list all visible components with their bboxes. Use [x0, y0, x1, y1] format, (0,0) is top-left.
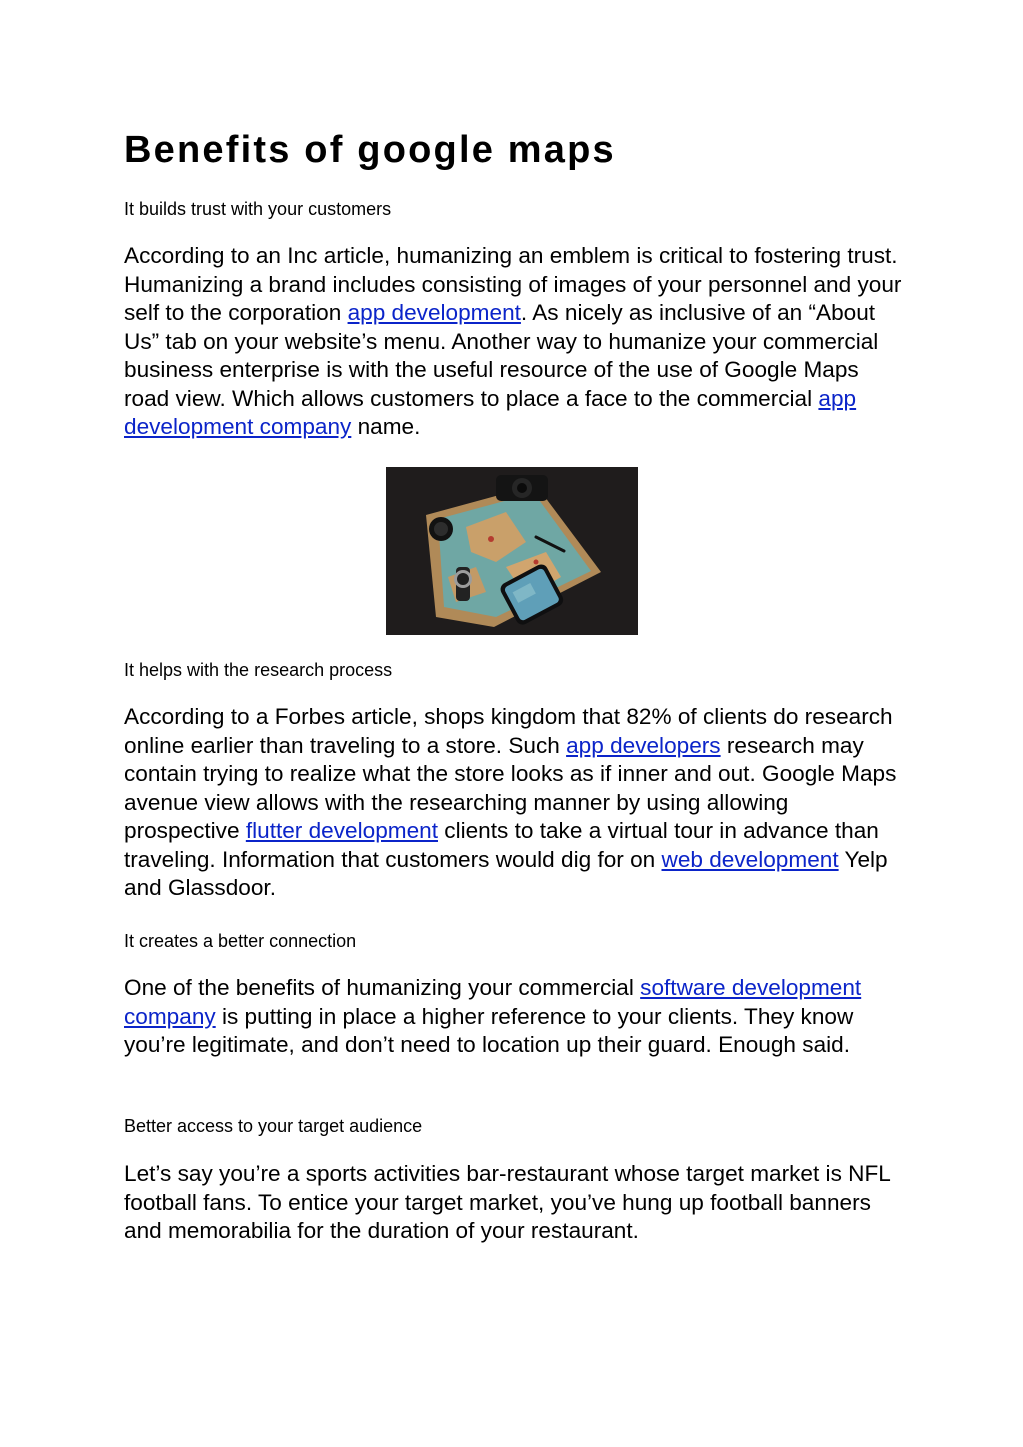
section-heading-connection: It creates a better connection — [124, 931, 357, 951]
paragraph-text: research may contain trying to realize what the store looks as if inner and out. Google Maps avenue view allows with the researching manner by using allowing prospective — [124, 732, 897, 843]
section-paragraph-connection — [124, 974, 904, 1060]
page-title: Benefits of google maps — [124, 129, 616, 171]
paragraph-text: According to an Inc article, humanizing an emblem is critical to fostering trust. Humanizing a brand includes consisting of images of your personnel and your self to the corporation — [124, 243, 902, 325]
section-heading-audience: Better access to your target audience — [124, 1116, 423, 1136]
section-heading-trust: It builds trust with your customers — [124, 199, 392, 219]
link-software-development-company[interactable]: software development company — [124, 975, 862, 1029]
paragraph-text: . As nicely as inclusive of an “About Us” tab on your website’s menu. Another way to humanize your commercial business enterprise is with the useful resource of the use of Google Maps road view. Which allows customers to place a face to the commercial — [124, 300, 879, 411]
paragraph-text: name. — [351, 414, 421, 439]
section-paragraph-trust — [124, 242, 904, 442]
link-app-developers[interactable]: app developers — [566, 732, 721, 758]
section-paragraph-research — [124, 703, 904, 903]
map-photo-illustration — [386, 467, 638, 635]
link-web-development[interactable]: web development — [661, 846, 839, 872]
paragraph-text: One of the benefits of humanizing your commercial — [124, 975, 641, 1000]
map-photo — [386, 467, 638, 635]
paragraph-text: is putting in place a higher reference to your clients. They know you’re legitimate, and don’t need to location up their guard. Enough said. — [124, 1003, 854, 1057]
link-flutter-development[interactable]: flutter development — [245, 818, 438, 843]
section-heading-research: It helps with the research process — [124, 660, 393, 680]
paragraph-text: Yelp and Glassdoor. — [124, 846, 888, 900]
link-app-development[interactable]: app development — [347, 300, 521, 325]
section-paragraph-audience: Let’s say you’re a sports activities bar-restaurant whose target market is NFL football fans. To entice your target market, you’ve hung up football banners and memorabilia for the duration of your restaurant. — [124, 1161, 890, 1243]
paragraph-text: According to a Forbes article, shops kingdom that 82% of clients do research online earlier than traveling to a store. Such — [124, 704, 893, 758]
link-app-development-company[interactable]: app development company — [124, 385, 857, 439]
paragraph-text: clients to take a virtual tour in advance than traveling. Information that customers would dig for on — [124, 818, 879, 872]
